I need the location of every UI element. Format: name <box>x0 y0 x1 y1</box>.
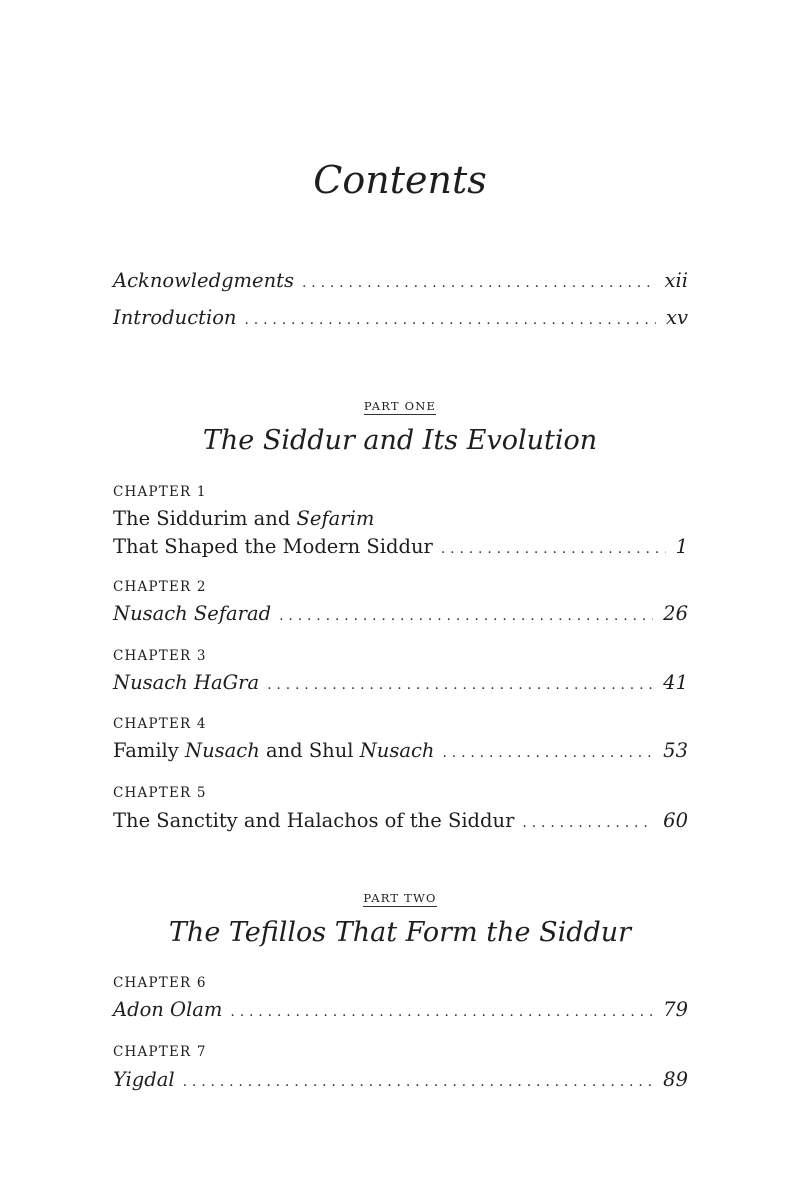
entry-page: 79 <box>663 998 688 1021</box>
toc-entry-chapter-2[interactable] <box>113 601 688 629</box>
entry-label: That Shaped the Modern Siddur <box>113 535 433 558</box>
dot-leader <box>230 999 653 1025</box>
entry-label: Acknowledgments <box>113 269 294 292</box>
entry-page: 26 <box>663 602 688 625</box>
chapter-7-heading: CHAPTER 7 <box>113 1044 207 1060</box>
toc-entry-chapter-3[interactable] <box>113 670 688 698</box>
entry-label: Yigdal <box>113 1068 175 1091</box>
dot-leader <box>302 270 655 296</box>
entry-label: The Siddurim and Sefarim <box>113 507 375 530</box>
dot-leader <box>245 307 656 333</box>
toc-entry-introduction[interactable] <box>113 305 688 333</box>
entry-label: Adon Olam <box>113 998 223 1021</box>
chapter-1-heading: CHAPTER 1 <box>113 484 207 500</box>
entry-label: Nusach HaGra <box>113 671 260 694</box>
entry-page: 53 <box>663 739 688 762</box>
chapter-6-heading: CHAPTER 6 <box>113 975 207 991</box>
entry-label: The Sanctity and Halachos of the Siddur <box>113 809 515 832</box>
toc-entry-chapter-5[interactable] <box>113 808 688 836</box>
toc-entry-acknowledgments[interactable] <box>113 268 688 296</box>
toc-entry-chapter-4[interactable] <box>113 738 688 766</box>
entry-label: Nusach Sefarad <box>113 602 272 625</box>
entry-page: 41 <box>663 671 688 694</box>
entry-page: 60 <box>663 809 688 832</box>
part-one-title: The Siddur and Its Evolution <box>202 425 598 456</box>
chapter-3-heading: CHAPTER 3 <box>113 648 207 664</box>
dot-leader <box>279 603 653 629</box>
dot-leader <box>183 1069 654 1095</box>
entry-page: xii <box>664 269 688 292</box>
dot-leader <box>522 810 653 836</box>
part-two-title: The Tefillos That Form the Siddur <box>168 917 632 948</box>
chapter-5-heading: CHAPTER 5 <box>113 785 207 801</box>
entry-page: 89 <box>663 1068 688 1091</box>
page-title: Contents <box>313 158 487 202</box>
part-two-label: PART TWO <box>363 891 437 905</box>
dot-leader <box>441 536 666 562</box>
entry-page: 1 <box>675 535 688 558</box>
toc-entry-chapter-6[interactable] <box>113 997 688 1025</box>
chapter-2-heading: CHAPTER 2 <box>113 579 207 595</box>
toc-entry-chapter-1[interactable] <box>113 534 688 562</box>
toc-entry-chapter-1-line1[interactable] <box>113 506 688 532</box>
entry-page: xv <box>665 306 688 329</box>
dot-leader <box>442 740 653 766</box>
part-one-label: PART ONE <box>363 399 437 413</box>
dot-leader <box>267 672 653 698</box>
chapter-4-heading: CHAPTER 4 <box>113 716 207 732</box>
toc-entry-chapter-7[interactable] <box>113 1067 688 1095</box>
entry-label: Introduction <box>113 306 237 329</box>
entry-label: Family Nusach and Shul Nusach <box>113 739 435 762</box>
